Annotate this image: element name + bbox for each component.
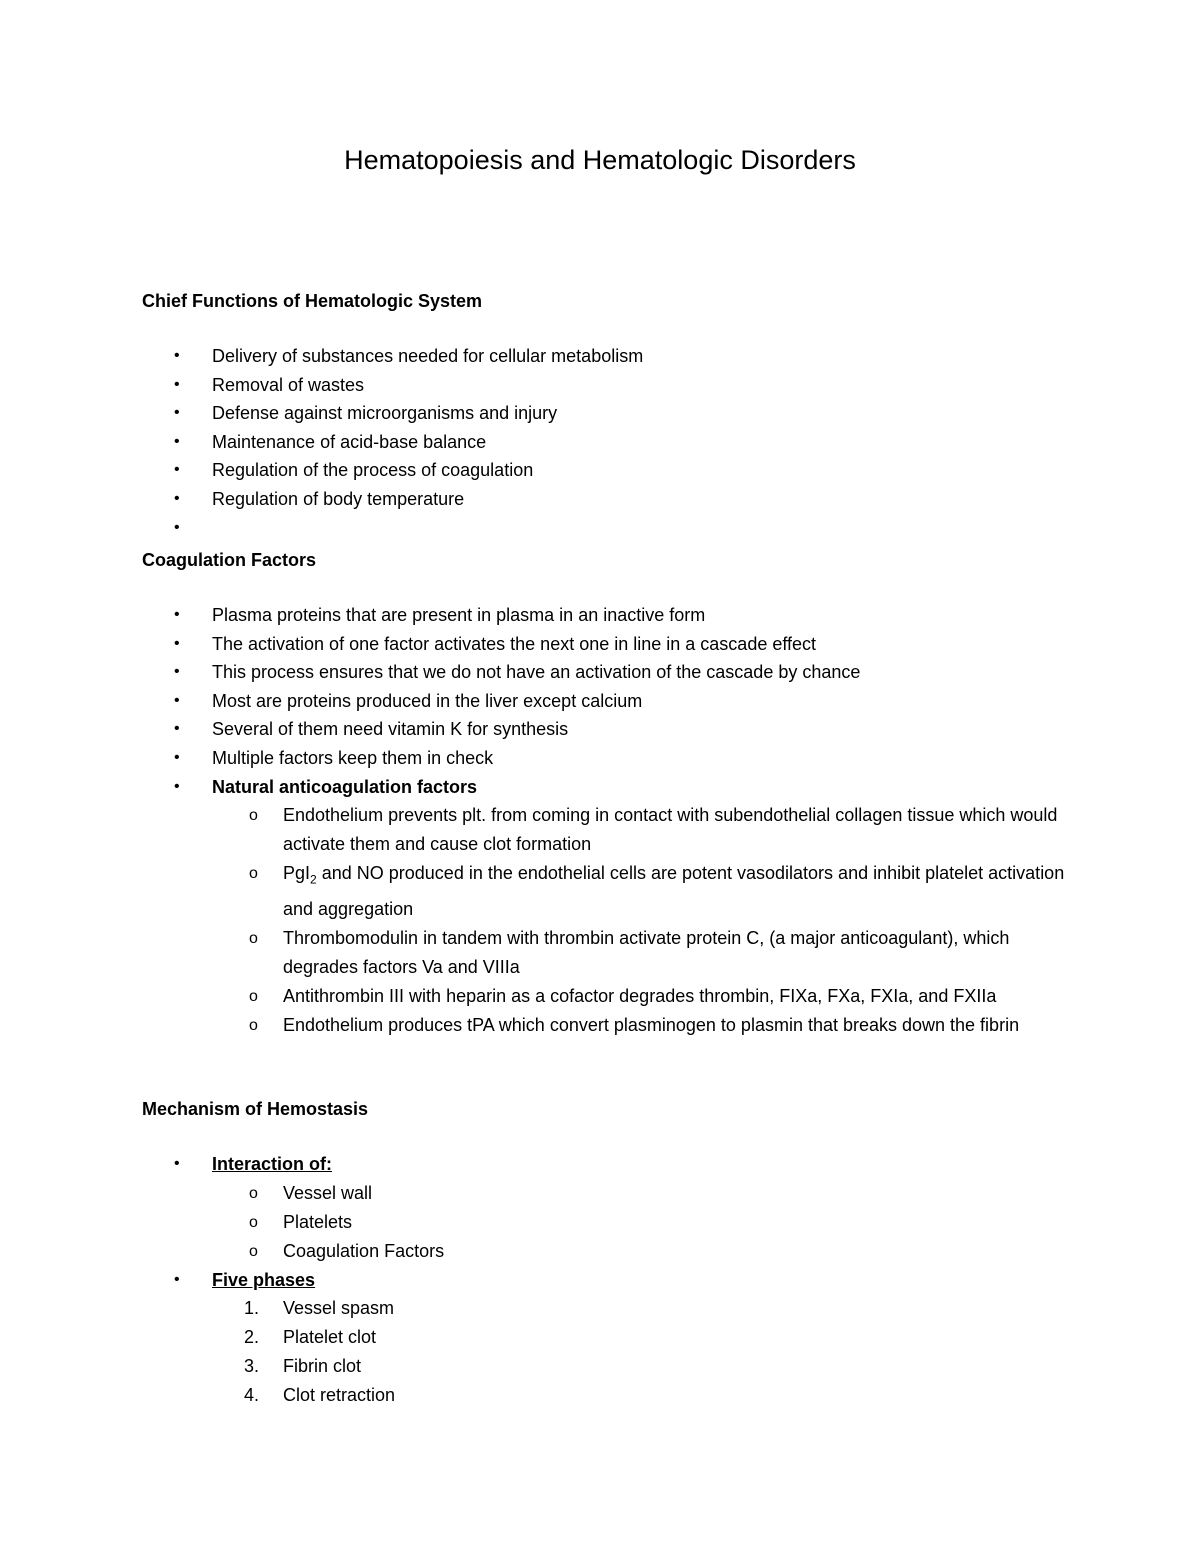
list-item-text: Delivery of substances needed for cellular metabolism (212, 346, 644, 366)
sub-list-item-text: Vessel wall (283, 1182, 373, 1203)
sub-list-item-text: Antithrombin III with heparin as a cofactor degrades thrombin, FIXa, FXa, FXIa, and FXIIa (283, 985, 997, 1006)
phase-number: 1. (244, 1298, 260, 1319)
sub-list-item (142, 1237, 1082, 1266)
phase-item (142, 1381, 1082, 1410)
list-item (142, 456, 1082, 485)
bullet-icon: • (174, 489, 180, 507)
bullet-icon: • (174, 518, 180, 536)
sub-bullet-icon: o (249, 807, 258, 825)
list-item (142, 687, 1082, 716)
list-item (142, 744, 1082, 773)
phase-number: 3. (244, 1356, 260, 1377)
pgi-subscript: 2 (310, 872, 317, 887)
list-item-text: Regulation of body temperature (212, 488, 465, 509)
bullet-icon: • (174, 634, 180, 652)
sub-list-item (142, 859, 1082, 924)
natural-anticoagulation-heading: Natural anticoagulation factors (212, 776, 478, 797)
sub-list-item (142, 982, 1082, 1011)
list-item (142, 715, 1082, 744)
bullet-icon: • (174, 663, 180, 681)
phase-text: Fibrin clot (283, 1356, 362, 1377)
pgi-label: PgI (283, 863, 311, 884)
sub-bullet-icon: o (249, 929, 258, 947)
phase-number: 4. (244, 1385, 260, 1406)
sub-bullet-icon: o (249, 1213, 258, 1231)
list-item (142, 514, 1082, 543)
list-item (142, 601, 1082, 630)
list-item (142, 371, 1082, 400)
sub-list-item (142, 1208, 1082, 1237)
list-item (142, 630, 1082, 659)
bullet-icon: • (174, 1270, 180, 1288)
section-mechanism-of-hemostasis (142, 1097, 1082, 1410)
list-item (142, 658, 1082, 687)
section-chief-functions (142, 289, 1082, 542)
bullet-icon: • (174, 720, 180, 738)
section-heading: Mechanism of Hemostasis (142, 1099, 369, 1119)
phase-number: 2. (244, 1327, 260, 1348)
sub-list-item (142, 1011, 1082, 1040)
sub-list-item (142, 801, 1082, 859)
bullet-icon: • (174, 432, 180, 450)
sub-list-item-text: Endothelium produces tPA which convert plasminogen to plasmin that breaks down the fibrin (283, 1014, 1020, 1035)
list-item-text: Removal of wastes (212, 374, 365, 395)
list-item-text: Defense against microorganisms and injury (212, 403, 558, 424)
sub-list-item-text: Endothelium prevents plt. from coming in contact with subendothelial collagen tissue which would activate them and cause clot formation (283, 805, 1058, 855)
bullet-icon: • (174, 404, 180, 422)
natural-anticoagulation-list (212, 801, 1082, 1040)
phase-text: Vessel spasm (283, 1298, 395, 1319)
list-item-text: Most are proteins produced in the liver except calcium (212, 690, 643, 711)
phase-text: Clot retraction (283, 1385, 396, 1406)
sub-bullet-icon: o (249, 1242, 258, 1260)
bullet-icon: • (174, 375, 180, 393)
sub-list-item-text: Thrombomodulin in tandem with thrombin activate protein C, (a major anticoagulant), which degrades factors Va and VIIIa (283, 927, 1010, 977)
bullet-icon: • (174, 1155, 180, 1172)
phase-item (142, 1323, 1082, 1352)
coagulation-factors-list (142, 601, 1082, 1040)
list-item (142, 773, 1082, 1040)
list-item (142, 1150, 1082, 1266)
bullet-icon: • (174, 461, 180, 479)
phase-item (142, 1294, 1082, 1323)
list-item (142, 428, 1082, 457)
bullet-icon: • (174, 748, 180, 766)
phases-heading: Five phases (212, 1269, 316, 1290)
section-heading: Coagulation Factors (142, 550, 317, 570)
sub-bullet-icon: o (249, 987, 258, 1005)
sub-list-item-text: and NO produced in the endothelial cells are potent vasodilators and inhibit platelet activation and aggregation (283, 863, 1065, 919)
list-item-text: The activation of one factor activates the next one in line in a cascade effect (212, 633, 817, 654)
sub-bullet-icon: o (249, 1184, 258, 1202)
sub-list-item (142, 924, 1082, 982)
list-item-text: Plasma proteins that are present in plasma in an inactive form (212, 605, 706, 625)
phase-text: Platelet clot (283, 1327, 377, 1348)
chief-functions-list (142, 342, 1082, 542)
bullet-icon: • (174, 691, 180, 709)
sub-bullet-icon: o (249, 865, 258, 883)
bullet-icon: • (174, 347, 180, 364)
section-heading: Chief Functions of Hematologic System (142, 291, 483, 311)
list-item-text: Maintenance of acid-base balance (212, 431, 487, 452)
sub-bullet-icon: o (249, 1016, 258, 1034)
list-item (142, 342, 1082, 371)
hemostasis-list (142, 1150, 1082, 1410)
list-item (142, 485, 1082, 514)
section-coagulation-factors (142, 548, 1082, 1040)
list-item-text: Multiple factors keep them in check (212, 747, 494, 768)
bullet-icon: • (174, 606, 180, 623)
phase-item (142, 1352, 1082, 1381)
list-item-text: Regulation of the process of coagulation (212, 460, 534, 481)
list-item (142, 399, 1082, 428)
list-item-text: Several of them need vitamin K for synthesis (212, 719, 569, 740)
list-item-text: This process ensures that we do not have an activation of the cascade by chance (212, 662, 861, 683)
sub-list-item (142, 1179, 1082, 1208)
interaction-heading: Interaction of: (212, 1154, 332, 1174)
bullet-icon: • (174, 777, 180, 795)
document-title: Hematopoiesis and Hematologic Disorders (344, 145, 856, 175)
sub-list-item-text: Platelets (283, 1211, 353, 1232)
list-item (142, 1266, 1082, 1411)
sub-list-item-text: Coagulation Factors (283, 1240, 445, 1261)
phases-list (212, 1294, 1082, 1410)
interaction-list (212, 1179, 1082, 1266)
